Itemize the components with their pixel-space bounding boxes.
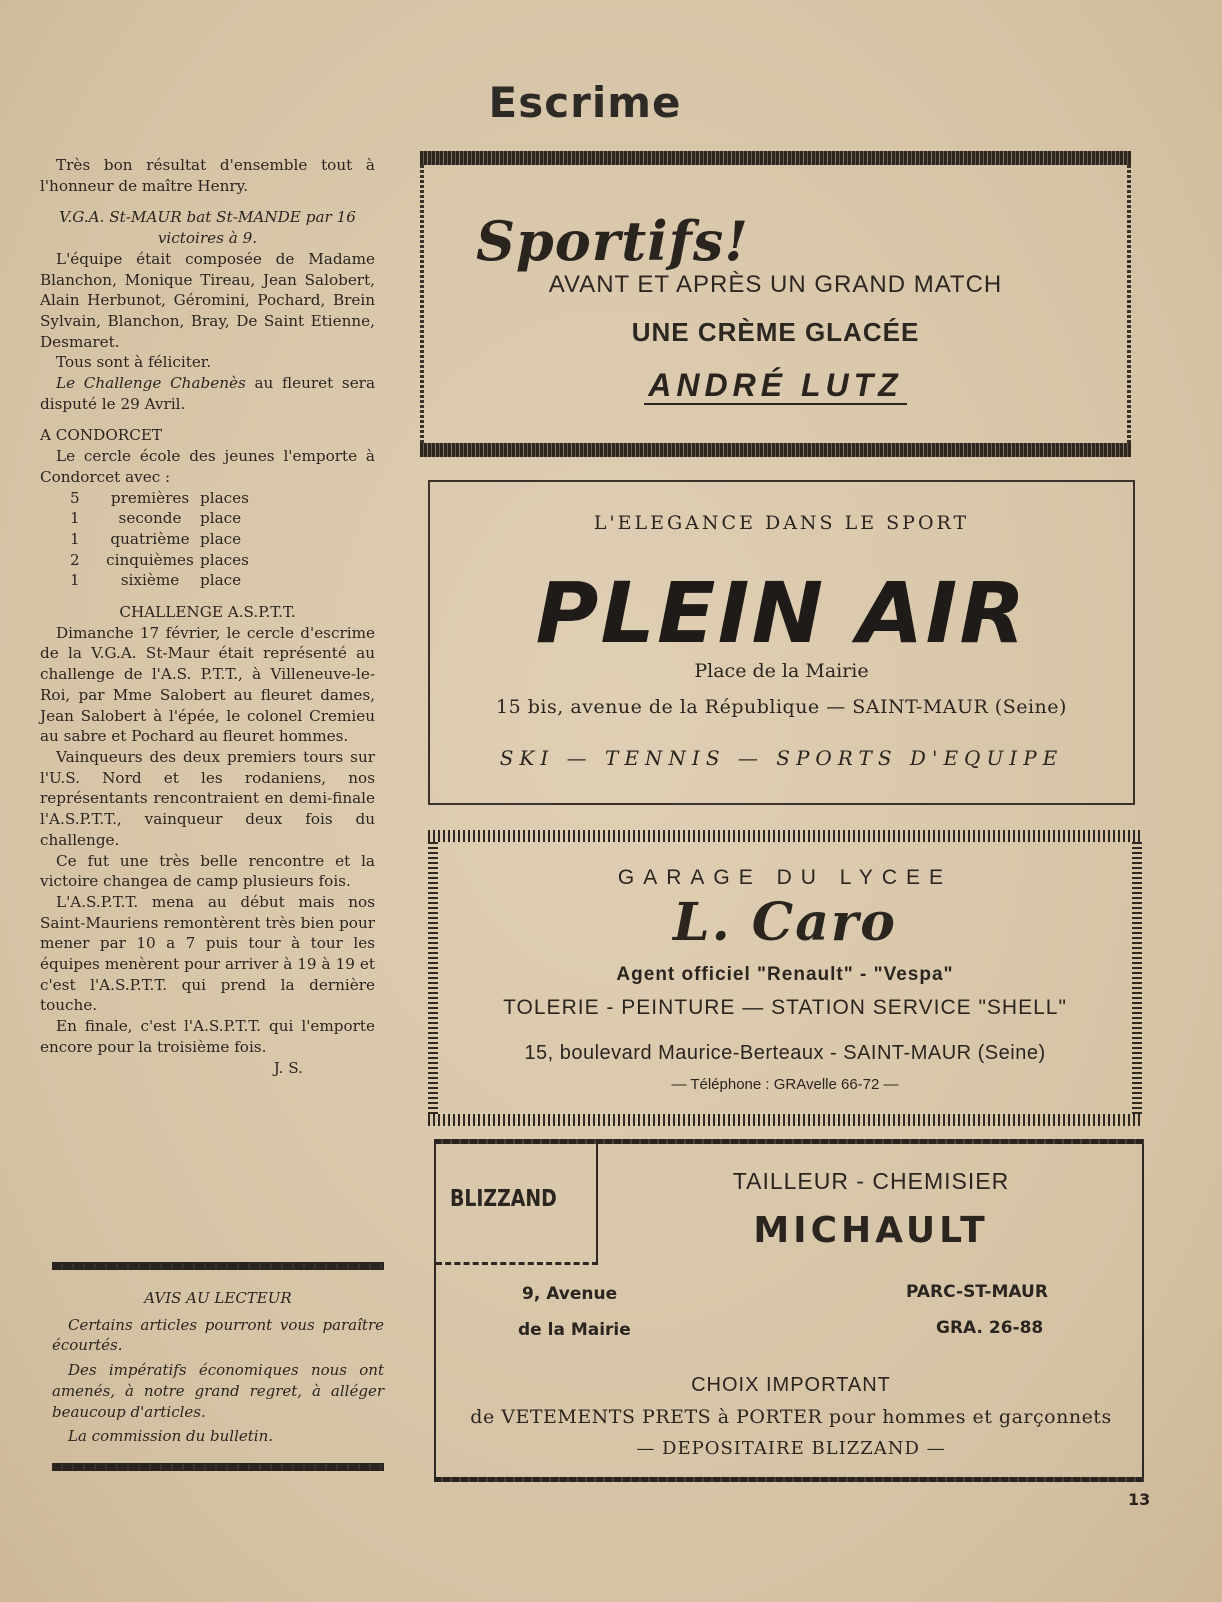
ad-owner: L. Caro [673,892,897,953]
page-number: 13 [1128,1490,1151,1509]
ad-agent: Agent officiel "Renault" - "Vespa" [616,964,954,985]
notice-bottom-rule [52,1463,384,1471]
article-subheading: V.G.A. St-MAUR bat St-MANDE par 16 victoires à 9. [59,208,356,248]
article-paragraph: Tous sont à féliciter. [56,353,212,372]
ad-garage-du-lycee [428,830,1142,1126]
ad-place: Place de la Mairie [694,660,869,682]
notice-title: AVIS AU LECTEUR [144,1289,292,1307]
badge-frame [436,1144,598,1265]
ad-brand: ANDRÉ LUTZ [420,367,1131,404]
page-title: Escrime [488,78,682,127]
result-count: 1 [70,571,80,590]
result-label: premières [110,488,190,507]
ad-andre-lutz [420,151,1131,457]
notice-paragraph: Des impératifs économiques nous ont amenés, à notre grand regret, à alléger beaucoup d'articles. [52,1361,384,1421]
ad-border-top [420,151,1131,165]
article-emphasis: Le Challenge Chabenès [56,374,246,393]
ad-brand: PLEIN AIR [535,564,1028,662]
result-count: 5 [70,488,80,507]
ad-address-line: 9, Avenue [522,1284,618,1304]
result-unit: place [200,571,242,590]
ad-choice: CHOIX IMPORTANT [691,1374,891,1396]
article-paragraph: Le cercle école des jeunes l'emporte à Condorcet avec : [40,447,375,486]
ad-goods: de VETEMENTS PRETS à PORTER pour hommes et garçonnets [470,1406,1112,1428]
article-paragraph: Très bon résultat d'ensemble tout à l'honneur de maître Henry. [40,156,375,195]
notice-signature: La commission du bulletin. [68,1427,274,1446]
result-count: 2 [70,550,80,569]
ad-address: 15, boulevard Maurice-Berteaux - SAINT-MAUR (Seine) [524,1042,1046,1064]
ad-border-bottom [420,443,1131,457]
ad-border-bottom [434,1477,1144,1482]
result-unit: places [200,550,249,569]
result-unit: place [200,529,242,548]
article-paragraph: Ce fut une très belle rencontre et la victoire changea de camp plusieurs fois. [40,851,375,891]
result-label: cinquièmes [106,550,194,569]
result-label: seconde [118,509,182,528]
ad-text: UNE CRÈME GLACÉE [631,317,920,347]
ad-depot: — DEPOSITAIRE BLIZZAND — [636,1438,946,1459]
result-count: 1 [70,529,80,548]
article-paragraph: En finale, c'est l'A.S.P.T.T. qui l'emporte encore pour la troisième fois. [40,1017,375,1056]
result-unit: places [200,488,249,507]
article-signature: J. S. [273,1058,303,1077]
ad-services: TOLERIE - PEINTURE — STATION SERVICE "SHELL" [503,996,1067,1019]
results-list [70,488,375,592]
article-subheading: A CONDORCET [40,426,163,445]
article-column [40,155,375,1078]
result-count: 1 [70,509,80,528]
ad-border-top [428,830,1142,842]
result-label: quatrième [110,529,190,548]
ad-brand: MICHAULT [753,1210,989,1251]
ad-phone: — Téléphone : GRAvelle 66-72 — [671,1076,899,1093]
notice-top-rule [52,1262,384,1270]
ad-tagline: L'ELEGANCE DANS LE SPORT [593,512,970,534]
ad-address-line: de la Mairie [518,1320,631,1340]
ad-trade: TAILLEUR - CHEMISIER [732,1168,1010,1194]
ad-badge: BLIZZAND [450,1186,557,1212]
article-paragraph: Dimanche 17 février, le cercle d'escrime de la V.G.A. St-Maur était représenté au challenge de l'A.S. P.T.T., à Villeneuve-le-Roi, par Mme Salobert au fleuret dames, Jean Salobert à l'épée, le colonel Cremieu au sabre et Pochard au fleuret hommes. [40,623,375,746]
article-paragraph: L'A.S.P.T.T. mena au début mais nos Saint-Mauriens remontèrent très bien pour mener par 10 a 7 puis tour à tour les équipes menèrent pour arriver à 19 à 19 et c'est l'A.S.P.T.T. qui prend la dernière touche. [40,892,375,1015]
ad-headline: Sportifs! [476,209,750,273]
ad-city: PARC-ST-MAUR [906,1282,1048,1302]
notice-paragraph: Certains articles pourront vous paraître écourtés. [52,1315,384,1355]
ad-content [420,165,1131,443]
ad-address: 15 bis, avenue de la République — SAINT-MAUR (Seine) [496,696,1067,718]
article-paragraph: Le Challenge Chabenès au fleuret sera disputé le 29 Avril. [40,374,375,413]
result-label: sixième [120,571,180,590]
ad-garage-name: GARAGE DU LYCEE [617,866,953,889]
article-subheading: CHALLENGE A.S.P.T.T. [119,603,296,622]
article-paragraph: Vainqueurs des deux premiers tours sur l'U.S. Nord et les rodaniens, nos représentants rencontraient en demi-finale l'A.S.P.T.T., vainqueur deux fois du challenge. [40,747,375,849]
ad-plein-air [428,480,1135,805]
result-unit: place [200,509,242,528]
ad-border-bottom [428,1114,1142,1126]
ad-text: AVANT ET APRÈS UN GRAND MATCH [548,271,1003,298]
article-paragraph: L'équipe était composée de Madame Blanchon, Monique Tireau, Jean Salobert, Alain Herbunot, Géromini, Pochard, Brein Sylvain, Blanchon, Bray, De Saint Etienne, Desmaret. [40,249,375,351]
ad-michault [434,1144,1144,1477]
notice-box [52,1262,384,1471]
ad-phone: GRA. 26-88 [936,1318,1044,1338]
ad-sports: SKI — TENNIS — SPORTS D'EQUIPE [499,746,1064,770]
